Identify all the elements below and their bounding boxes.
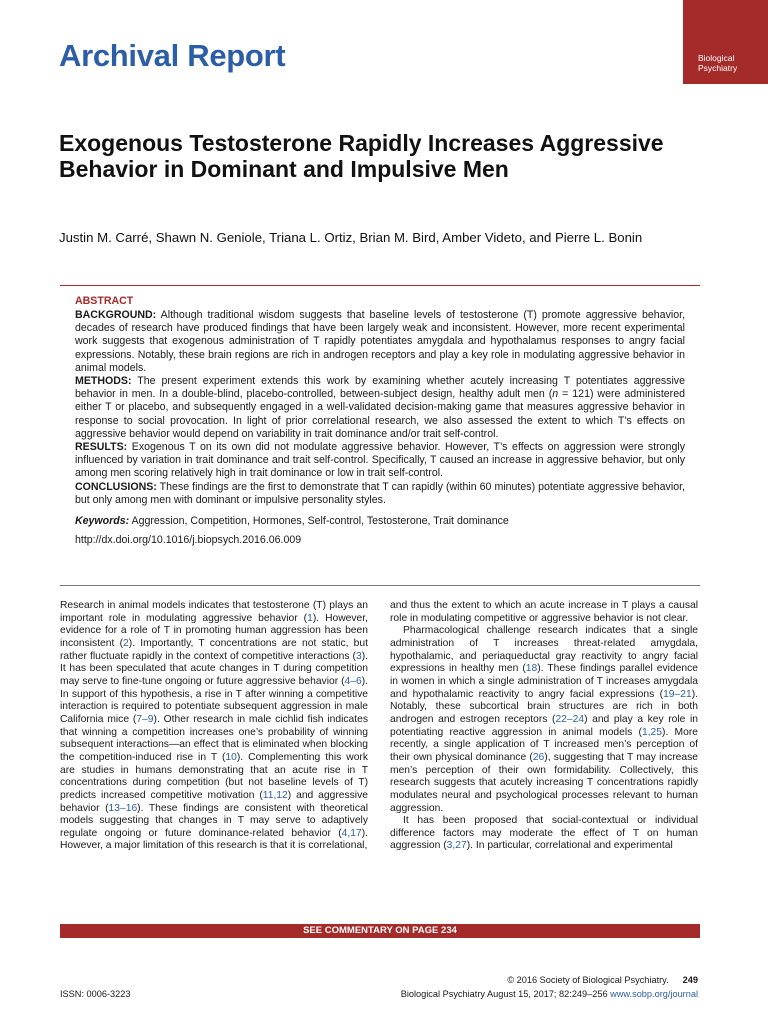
abstract-methods bbox=[75, 375, 685, 441]
article-title: Exogenous Testosterone Rapidly Increases Aggressive Behavior in Dominant and Impulsive Men bbox=[59, 130, 664, 182]
journal-badge-line1: Biological bbox=[698, 53, 735, 63]
body-text: ). However, a major limitation of this research is that it is correlational, bbox=[60, 827, 368, 852]
background-label: BACKGROUND: bbox=[75, 309, 157, 321]
body-text: ). In support of this hypothesis, a rise in T after winning a competitive interaction is required to potentiate subsequent aggression in male California mice ( bbox=[60, 675, 368, 725]
body-column-left bbox=[60, 600, 368, 853]
citation-link[interactable]: 26 bbox=[532, 751, 545, 763]
methods-label: METHODS: bbox=[75, 375, 132, 388]
citation-link[interactable]: 4–6 bbox=[344, 675, 362, 687]
body-text: ). Other research in male cichlid fish indicates that winning a competition increases one’s probability of winning subsequent interactions—an effect that is eliminated when blocking the competition-induced rise in T ( bbox=[60, 713, 368, 763]
body-paragraph bbox=[390, 600, 698, 625]
citation-link[interactable]: 22–24 bbox=[555, 713, 585, 725]
citation-link[interactable]: 19–21 bbox=[663, 688, 692, 700]
journal-badge bbox=[683, 0, 768, 84]
abstract-conclusions bbox=[75, 481, 685, 507]
abstract-results bbox=[75, 441, 685, 481]
abstract-heading: ABSTRACT bbox=[75, 295, 134, 307]
body-text: ). However, evidence for a role of T in promoting human aggression has been inconsistent ( bbox=[60, 612, 369, 649]
body-text: ). Importantly, T concentrations are not static, but rather fluctuate rapidly in the context of competitive interactions ( bbox=[60, 637, 368, 662]
body-text: ). It has been speculated that acute changes in T during competition may serve to fine-tune ongoing or future aggressive behavior ( bbox=[60, 650, 368, 687]
copyright: © 2016 Society of Biological Psychiatry. bbox=[507, 975, 669, 985]
body-text: Pharmacological challenge research indicates that a single administration of T increases threat-related amygdala, hypothalamic, and periaqueductal gray reactivity to angry facial expressions in healthy men ( bbox=[390, 625, 698, 675]
conclusions-text: These findings are the first to demonstrate that T can rapidly (within 60 minutes) potentiate aggressive behavior, but only among men with dominant or impulsive personality styles. bbox=[75, 480, 685, 506]
body-text: ). In particular, correlational and experimental bbox=[466, 840, 673, 852]
abstract-background bbox=[75, 309, 685, 375]
keywords bbox=[75, 515, 685, 528]
citation-link[interactable]: 1 bbox=[307, 612, 313, 624]
body-paragraph bbox=[390, 815, 698, 853]
journal-url[interactable]: www.sobp.org/journal bbox=[610, 989, 698, 999]
citation-link[interactable]: 13–16 bbox=[108, 802, 138, 814]
body-text: ). These findings are consistent with theoretical models suggesting that changes in T may serve to adaptively regulate ongoing or future dominance-related behavior ( bbox=[60, 802, 368, 839]
citation-link[interactable]: 4,17 bbox=[341, 827, 362, 839]
footer-right bbox=[401, 973, 698, 1001]
body-text: ) and play a key role in potentiating reactive aggression in animal models ( bbox=[390, 713, 698, 738]
body-text: ). Notably, these subcortical brain structures are rich in both androgen and estrogen receptors ( bbox=[390, 688, 698, 725]
section-title: Archival Report bbox=[59, 38, 286, 73]
page-number: 249 bbox=[682, 975, 698, 985]
citation-link[interactable]: 18 bbox=[525, 663, 538, 675]
methods-text-a: The present experiment extends this work by examining whether acutely increasing T potentiates aggressive behavior in men. In a double-blind, placebo-controlled, between-subject design, healthy adult men ( bbox=[75, 375, 685, 401]
citation-link[interactable]: 11,12 bbox=[262, 789, 288, 801]
methods-n: n bbox=[552, 388, 559, 401]
body-text: Research in animal models indicates that testosterone (T) plays an important role in modulating aggressive behavior ( bbox=[60, 600, 368, 624]
citation-link[interactable]: 10 bbox=[225, 751, 237, 763]
citation-link[interactable]: 1,25 bbox=[641, 726, 663, 738]
body-paragraph bbox=[390, 625, 698, 815]
body-text: ), suggesting that T may increase men’s perception of their own formidability. Collectively, this research suggests that acutely increasing T concentrations rapidly modulates neural and psychological processes relevant to human aggression. bbox=[390, 751, 698, 814]
body-text: ). More recently, a single application of T increased men’s perception of their own physical dominance ( bbox=[390, 726, 698, 763]
citation-link[interactable]: 3 bbox=[355, 650, 362, 662]
citation-link[interactable]: 3,27 bbox=[446, 840, 467, 852]
doi-link[interactable]: http://dx.doi.org/10.1016/j.biopsych.2016.06.009 bbox=[75, 534, 302, 547]
body-text: and thus the extent to which an acute increase in T plays a causal role in modulating competitive or aggressive behavior is not clear. bbox=[390, 600, 698, 624]
issn: ISSN: 0006-3223 bbox=[60, 989, 131, 999]
body-text: ). These findings parallel evidence in women in which a single administration of T increases amygdala and hypothalamic reactivity to angry facial expressions ( bbox=[390, 663, 698, 700]
body-text: It has been proposed that social-contextual or individual difference factors may moderate the effect of T on human aggression ( bbox=[390, 815, 698, 852]
keywords-text: Aggression, Competition, Hormones, Self-control, Testosterone, Trait dominance bbox=[131, 515, 509, 528]
citation: Biological Psychiatry August 15, 2017; 82:249–256 bbox=[400, 989, 608, 999]
journal-badge-line2: Psychiatry bbox=[698, 62, 738, 73]
citation-link[interactable]: 7–9 bbox=[136, 713, 154, 725]
body-column-right bbox=[390, 600, 698, 853]
body-text: ). Complementing this work are studies in humans demonstrating that an acute rise in T concentrations during competition (but not baseline levels of T) predicts increased competitive motivation ( bbox=[60, 751, 369, 801]
methods-text-b: = 121) were administered either T or placebo, and subsequently engaged in a well-validated decision-making game that measures aggressive behavior in response to social provocation. In light of prior correlational research, we also assessed the extent to which T’s effects on aggressive behavior would depend on variability in trait dominance and/or trait self-control. bbox=[75, 388, 685, 440]
body-paragraph bbox=[60, 600, 368, 853]
citation-link[interactable]: 2 bbox=[123, 637, 129, 649]
results-label: RESULTS: bbox=[75, 441, 128, 454]
results-text: Exogenous T on its own did not modulate aggressive behavior. However, T’s effects on aggression were strongly influenced by variation in trait dominance and trait self-control. Specifically, T caused an increase in aggressive behavior, but only among men scoring relatively high in trait dominance or low in trait self-control. bbox=[75, 441, 686, 480]
body-text: ) and aggressive behavior ( bbox=[60, 789, 368, 814]
commentary-bar[interactable]: SEE COMMENTARY ON PAGE 234 bbox=[60, 924, 700, 938]
author-list: Justin M. Carré, Shawn N. Geniole, Triana L. Ortiz, Brian M. Bird, Amber Videto, and Pierre L. Bonin bbox=[59, 230, 643, 245]
conclusions-label: CONCLUSIONS: bbox=[75, 480, 157, 493]
abstract bbox=[75, 294, 685, 547]
background-text: Although traditional wisdom suggests that baseline levels of testosterone (T) promote aggressive behavior, decades of research have produced findings that have been largely weak and inconsistent. However, more recent experimental work suggests that exogenous administration of T rapidly potentiates amygdala and hypothalamus responses to angry facial expressions. Notably, these brain regions are rich in androgen receptors and play a key role in modulating aggressive behavior in animal models. bbox=[75, 309, 686, 374]
keywords-label: Keywords: bbox=[75, 515, 130, 528]
